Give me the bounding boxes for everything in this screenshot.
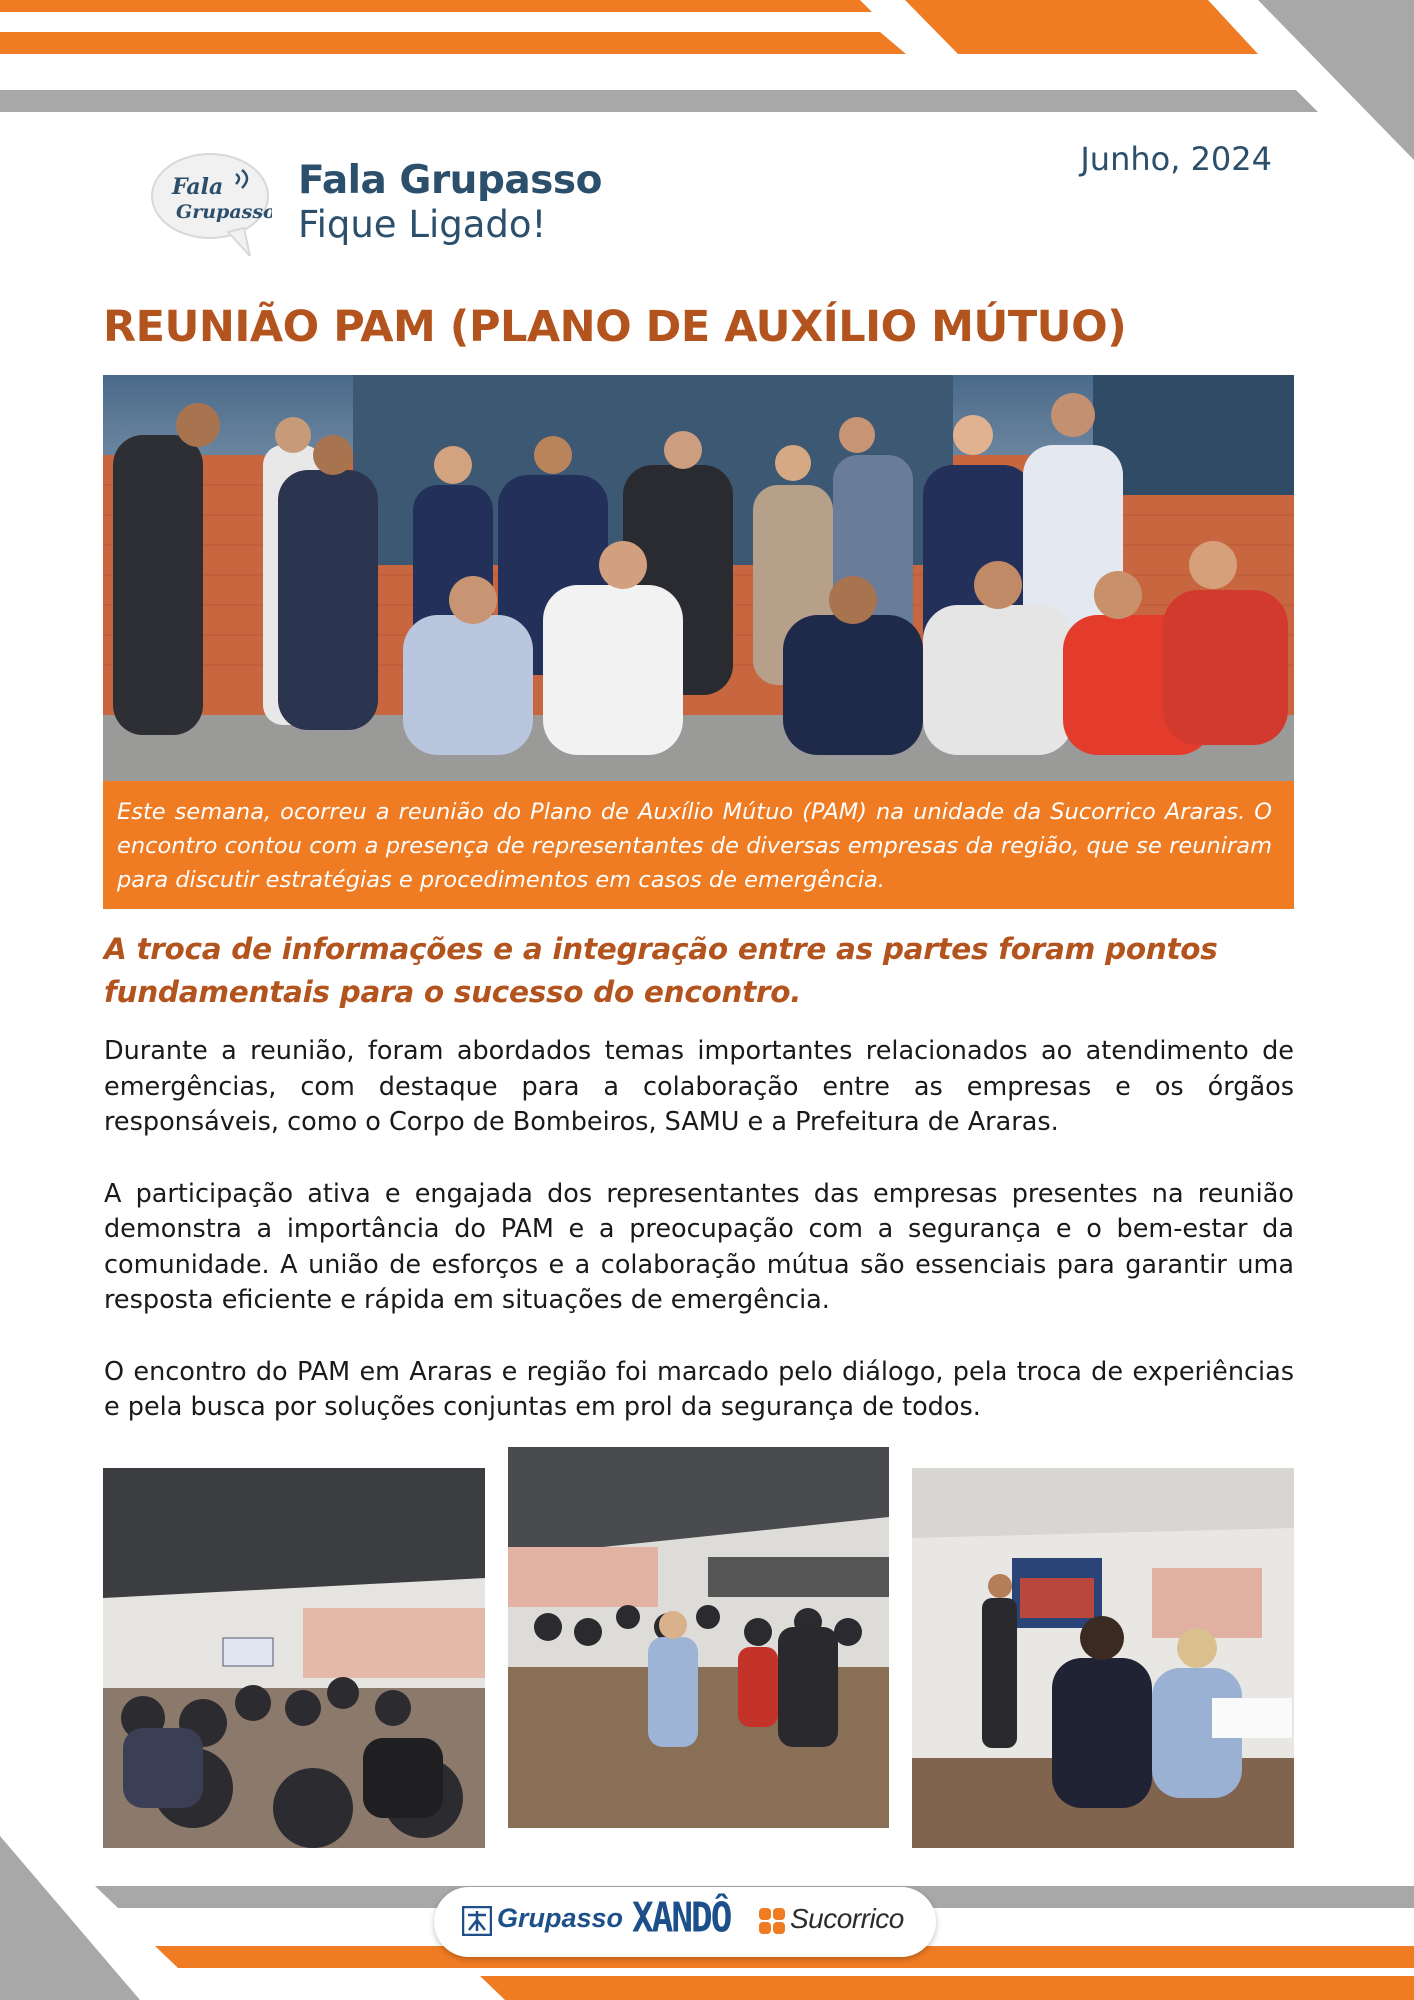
article-body [104, 1034, 1294, 1462]
body-paragraph: O encontro do PAM em Araras e região foi marcado pelo diálogo, pela troca de experiências e pela busca por soluções conjuntas em prol da segurança de todos. [104, 1356, 1294, 1422]
footer-brand-grupasso: Grupasso [497, 1903, 624, 1933]
footer-brand-xando: XANDÔ [632, 1894, 731, 1943]
logo-text-grupasso: Grupasso [176, 201, 272, 223]
grupasso-icon [462, 1906, 492, 1941]
sucorrico-icon [758, 1907, 786, 1940]
brand-subtitle: Fique Ligado! [298, 203, 547, 246]
brand-title: Fala Grupasso [298, 158, 602, 203]
meeting-photo-3 [912, 1468, 1294, 1848]
meeting-photo-1 [103, 1468, 485, 1848]
body-paragraph: Durante a reunião, foram abordados temas importantes relacionados ao atendimento de emergências, com destaque para a colaboração entre as empresas e os órgãos responsáveis, como o Corpo de Bombeiros, SAMU e a Prefeitura de Araras. [104, 1036, 1294, 1137]
photo-caption-box [103, 781, 1294, 909]
group-photo [103, 375, 1294, 781]
article-subheadline: A troca de informações e a integração entre as partes foram pontos fundamentais para o sucesso do encontro. [104, 932, 1218, 1009]
body-paragraph: A participação ativa e engajada dos representantes das empresas presentes na reunião demonstra a importância do PAM e a preocupação com a segurança e o bem-estar da comunidade. A união de esforços e a colaboração mútua são essenciais para garantir uma resposta eficiente e rápida em situações de emergência. [104, 1178, 1294, 1315]
footer-brand-sucorrico: Sucorrico [790, 1903, 904, 1934]
meeting-photo-2 [508, 1447, 889, 1828]
photo-caption: Este semana, ocorreu a reunião do Plano de Auxílio Mútuo (PAM) na unidade da Sucorrico Araras. O encontro contou com a presença de representantes de diversas empresas da região, que se reuniram para discutir estratégias e procedimentos em casos de emergência. [117, 799, 1272, 893]
logo-text-fala: Fala [172, 174, 224, 200]
fala-grupasso-logo [150, 152, 272, 248]
issue-date: Junho, 2024 [1080, 140, 1272, 178]
article-headline: REUNIÃO PAM (PLANO DE AUXÍLIO MÚTUO) [103, 302, 1127, 352]
top-decoration [0, 0, 1414, 160]
